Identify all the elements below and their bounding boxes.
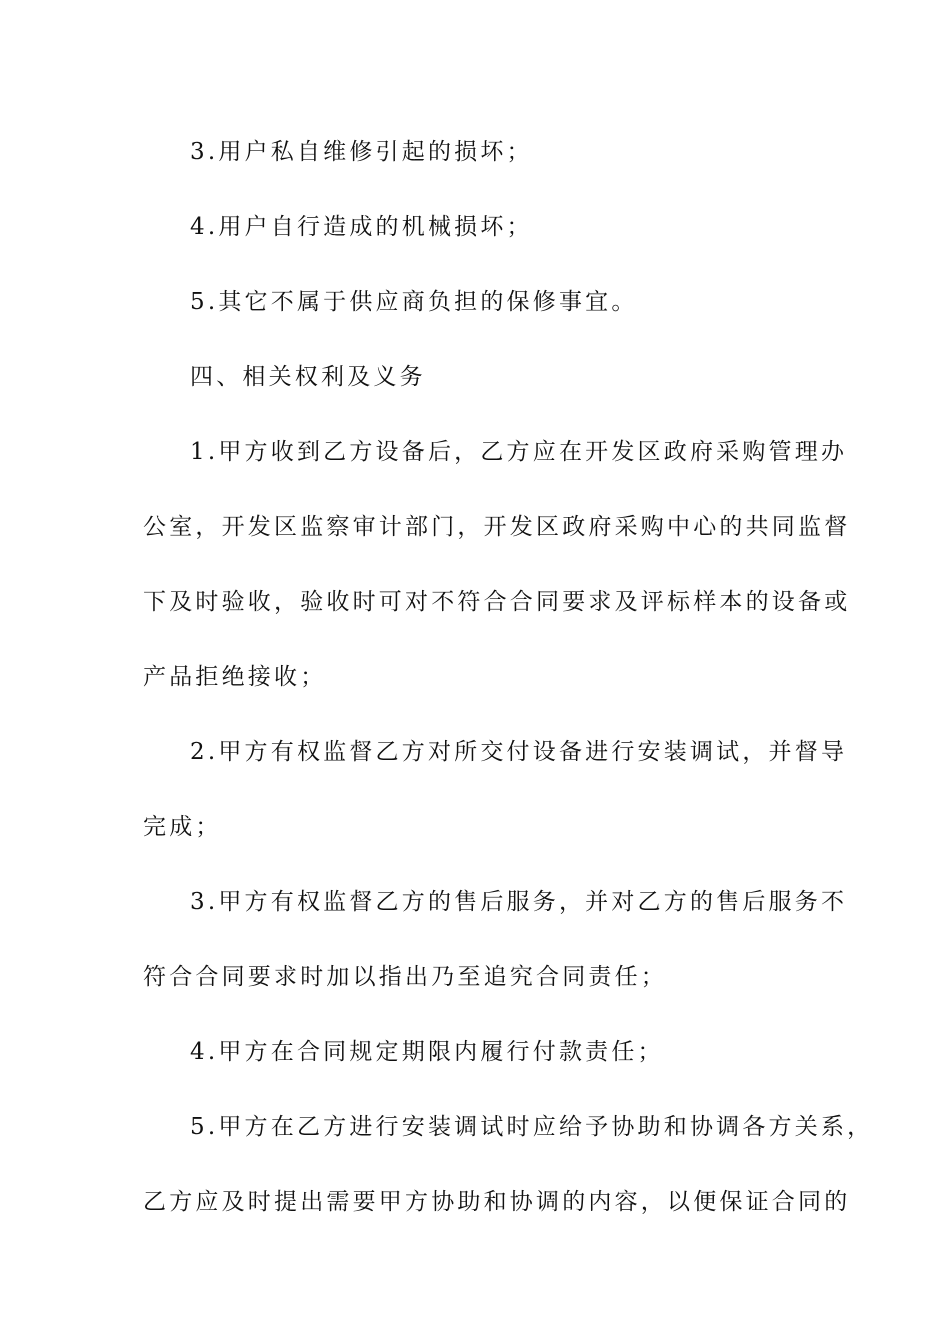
- paragraph-line: 2.甲方有权监督乙方对所交付设备进行安装调试，并督导: [190, 739, 848, 765]
- paragraph-line: 3.甲方有权监督乙方的售后服务，并对乙方的售后服务不: [190, 889, 848, 915]
- paragraph-line: 乙方应及时提出需要甲方协助和协调的内容，以便保证合同的: [143, 1189, 851, 1215]
- paragraph-line: 公室，开发区监察审计部门，开发区政府采购中心的共同监督: [143, 514, 851, 540]
- paragraph-line: 完成；: [143, 814, 222, 840]
- section-heading-rights-obligations: 四、相关权利及义务: [190, 364, 426, 390]
- paragraph-line: 产品拒绝接收；: [143, 664, 327, 690]
- clause-4-mechanical-damage: 4.用户自行造成的机械损坏；: [190, 214, 533, 240]
- clause-5-other-warranty: 5.其它不属于供应商负担的保修事宜。: [190, 289, 638, 315]
- paragraph-line: 4.甲方在合同规定期限内履行付款责任；: [190, 1039, 664, 1065]
- paragraph-line: 符合合同要求时加以指出乃至追究合同责任；: [143, 964, 667, 990]
- clause-3-private-repair: 3.用户私自维修引起的损坏；: [190, 139, 533, 165]
- paragraph-line: 下及时验收，验收时可对不符合合同要求及评标样本的设备或: [143, 589, 851, 615]
- paragraph-line: 1.甲方收到乙方设备后，乙方应在开发区政府采购管理办: [190, 439, 848, 465]
- paragraph-line: 5.甲方在乙方进行安装调试时应给予协助和协调各方关系，: [190, 1114, 874, 1140]
